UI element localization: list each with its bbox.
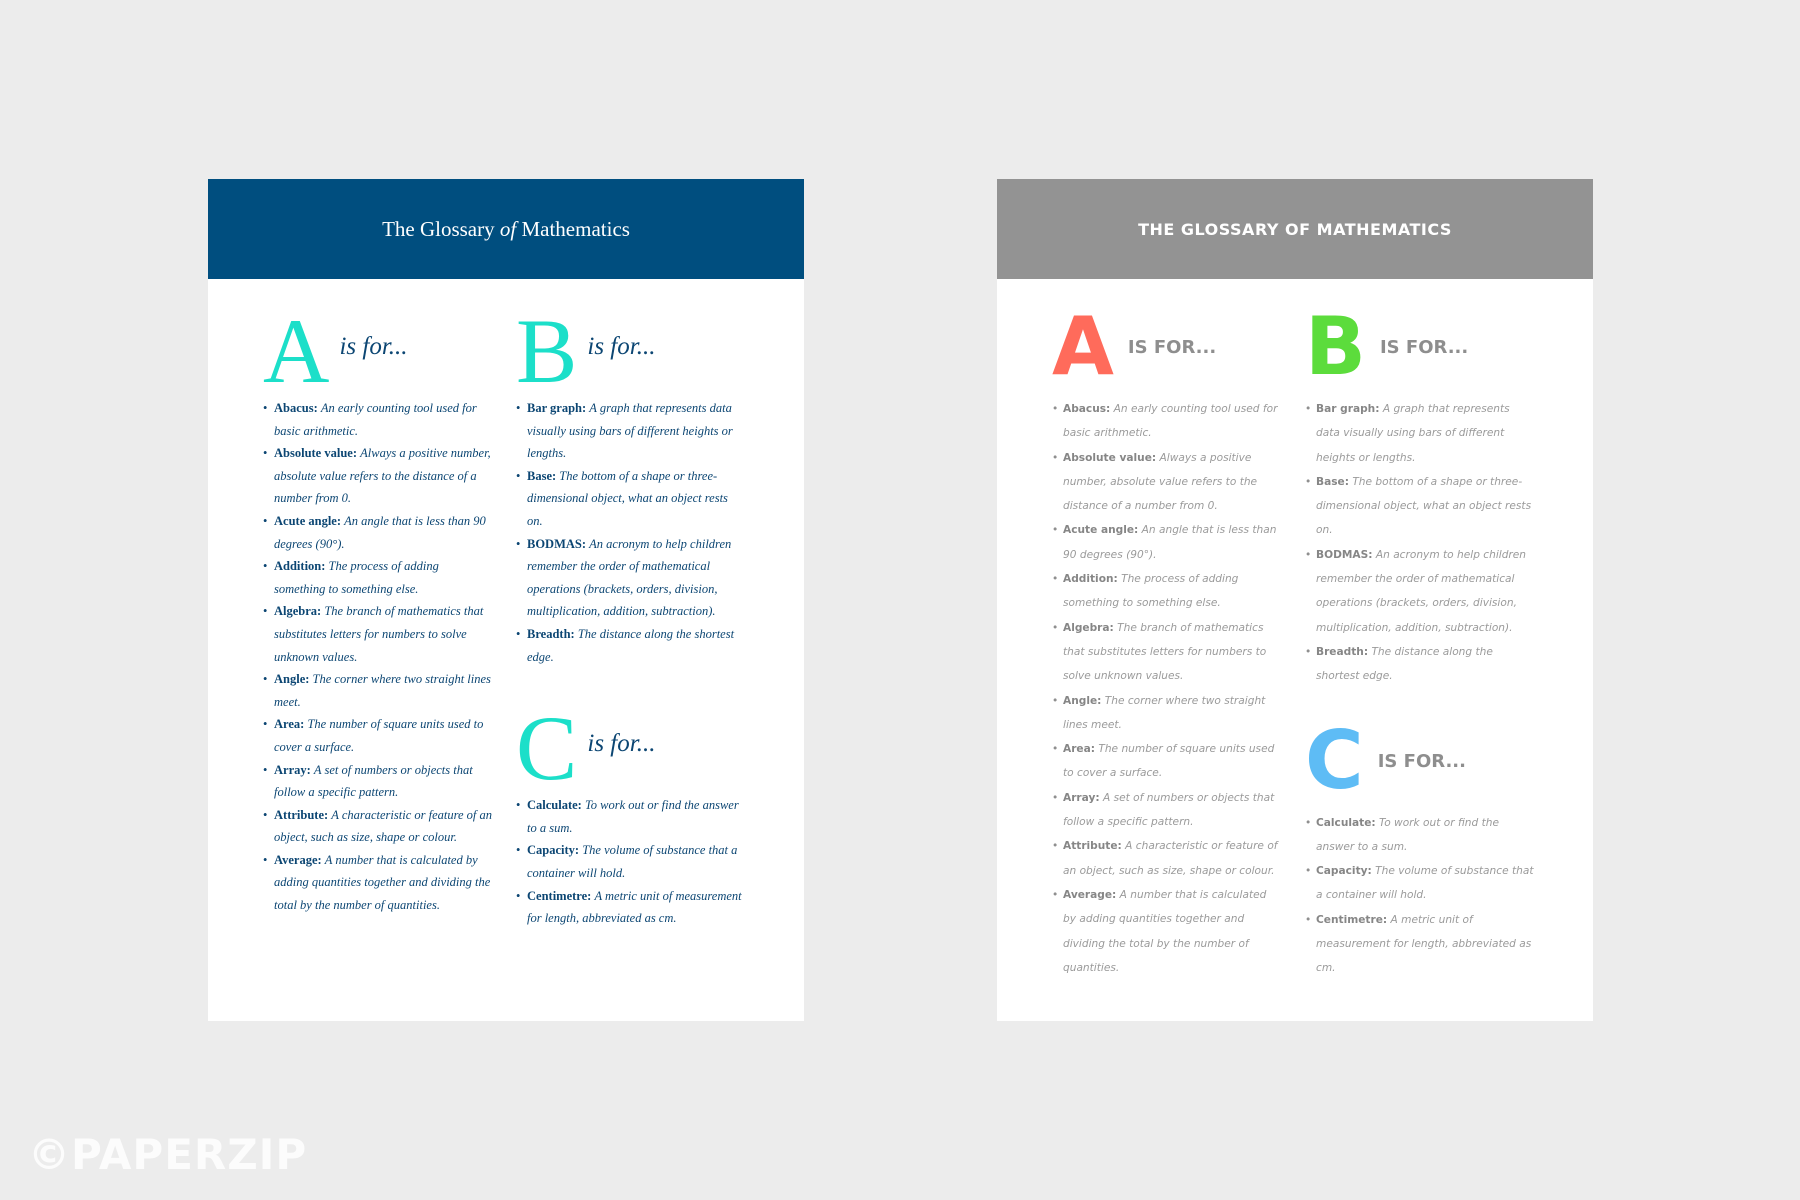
section-letter-c: C: [1305, 713, 1364, 807]
glossary-term: Abacus:: [274, 401, 318, 415]
glossary-definition: A set of numbers or objects that follow a specific pattern.: [274, 762, 473, 800]
glossary-definition: Always a positive number, absolute value refers to the distance of a number from 0.: [1063, 451, 1258, 513]
glossary-term: Addition:: [274, 559, 326, 574]
section-isfor: IS FOR...: [1379, 337, 1469, 358]
glossary-definition: An angle that is less than 90 degrees (90°).: [274, 513, 486, 551]
glossary-term: Attribute:: [1063, 840, 1122, 853]
glossary-term: Array:: [274, 762, 311, 777]
glossary-term: BODMAS:: [1316, 548, 1373, 561]
glossary-definition: The bottom of a shape or three-dimensional object, what an object rests on.: [527, 468, 728, 528]
glossary-item: [263, 600, 493, 668]
glossary-term: Algebra:: [274, 604, 322, 619]
glossary-item: [516, 465, 746, 533]
glossary-item: [1305, 470, 1535, 543]
section-letter-a: A: [1052, 300, 1114, 393]
glossary-definition: An acronym to help children remember the order of mathematical operations (brackets, orders, division, multiplication, addition, subtraction).: [1316, 548, 1527, 634]
glossary-term: Base:: [1316, 475, 1349, 488]
glossary-definition: The bottom of a shape or three-dimensional object, what an object rests on.: [1316, 475, 1532, 537]
glossary-term: Breadth:: [527, 626, 575, 641]
glossary-definition: A set of numbers or objects that follow a specific pattern.: [1063, 791, 1275, 829]
glossary-term: Addition:: [1063, 573, 1118, 586]
term-list-c: [516, 794, 746, 930]
glossary-item: [516, 533, 746, 623]
glossary-item: [263, 759, 493, 804]
glossary-item: [263, 713, 493, 758]
glossary-definition: A number that is calculated by adding quantities together and dividing the total by the number of quantities.: [274, 852, 491, 913]
glossary-term: Average:: [1063, 888, 1117, 901]
section-isfor: is for...: [587, 333, 656, 360]
glossary-item: [1305, 908, 1535, 981]
section-isfor: IS FOR...: [1377, 750, 1466, 772]
section-a: [1052, 299, 1282, 980]
section-b-c: [516, 299, 746, 930]
glossary-definition: A metric unit of measurement for length, abbreviated as cm.: [527, 888, 742, 926]
section-letter-c: C: [516, 697, 578, 800]
glossary-definition: A graph that represents data visually using bars of different heights or lengths.: [1316, 403, 1510, 464]
glossary-definition: A characteristic or feature of an object, such as size, shape or colour.: [274, 807, 493, 845]
glossary-item: [1052, 834, 1282, 883]
glossary-item: [1052, 883, 1282, 980]
term-list-b: [1305, 397, 1535, 689]
glossary-item: [516, 397, 746, 465]
glossary-term: Capacity:: [527, 843, 580, 858]
glossary-definition: The distance along the shortest edge.: [527, 626, 735, 664]
glossary-term: Angle:: [1063, 694, 1102, 707]
glossary-term: BODMAS:: [527, 536, 587, 551]
glossary-item: [1052, 567, 1282, 616]
glossary-definition: The process of adding something to something else.: [274, 559, 439, 596]
glossary-term: Base:: [527, 468, 557, 483]
glossary-item: [1305, 859, 1535, 908]
glossary-item: [263, 442, 493, 510]
paperzip-watermark: ©PAPERZIP: [28, 1130, 308, 1179]
term-list-a: [1052, 397, 1282, 980]
glossary-item: [1052, 616, 1282, 689]
glossary-definition: Always a positive number, absolute value refers to the distance of a number from 0.: [274, 446, 491, 506]
glossary-item: [1052, 689, 1282, 738]
glossary-definition: The volume of substance that a container will hold.: [527, 843, 738, 880]
section-c: [516, 696, 746, 930]
section-letter-b: B: [516, 300, 578, 402]
glossary-card-serif: [208, 179, 804, 1021]
glossary-definition: An early counting tool used for basic arithmetic.: [1063, 403, 1278, 440]
glossary-term: Calculate:: [527, 798, 582, 813]
glossary-definition: A metric unit of measurement for length, abbreviated as cm.: [1316, 913, 1532, 975]
glossary-definition: An acronym to help children remember the order of mathematical operations (brackets, orders, division, multiplication, addition, subtraction).: [527, 536, 732, 619]
glossary-definition: An early counting tool used for basic arithmetic.: [274, 401, 477, 438]
glossary-term: Centimetre:: [527, 888, 592, 903]
glossary-item: [1305, 811, 1535, 860]
glossary-definition: The distance along the shortest edge.: [1316, 645, 1493, 683]
card-banner: [208, 179, 804, 279]
glossary-term: Abacus:: [1063, 403, 1111, 415]
glossary-term: Calculate:: [1316, 816, 1376, 829]
glossary-definition: A graph that represents data visually using bars of different heights or lengths.: [527, 401, 733, 461]
section-c: [1305, 713, 1535, 981]
section-letter-b: B: [1305, 300, 1366, 393]
glossary-item: [1305, 543, 1535, 640]
glossary-definition: The corner where two straight lines meet.: [1063, 694, 1266, 731]
glossary-item: [1052, 518, 1282, 567]
section-a: [263, 299, 493, 917]
section-letter-a: A: [263, 300, 330, 402]
glossary-term: Acute angle:: [1063, 524, 1139, 537]
glossary-definition: To work out or find the answer to a sum.: [527, 798, 739, 835]
section-isfor: is for...: [587, 730, 656, 758]
glossary-item: [516, 885, 746, 930]
glossary-item: [263, 849, 493, 917]
glossary-item: [1052, 446, 1282, 519]
glossary-item: [263, 668, 493, 713]
glossary-item: [1052, 737, 1282, 786]
glossary-item: [516, 839, 746, 884]
term-list-b: [516, 397, 746, 668]
glossary-term: Acute angle:: [274, 513, 341, 528]
glossary-definition: An angle that is less than 90 degrees (90°).: [1063, 524, 1277, 561]
glossary-term: Centimetre:: [1316, 913, 1388, 926]
term-list-a: [263, 397, 493, 917]
glossary-term: Angle:: [274, 672, 310, 687]
card-title: The Glossary of Mathematics: [382, 216, 630, 241]
card-banner: [997, 179, 1593, 279]
glossary-term: Algebra:: [1063, 621, 1114, 634]
glossary-term: Area:: [1063, 743, 1095, 756]
glossary-item: [516, 794, 746, 839]
glossary-term: Absolute value:: [1063, 451, 1157, 464]
glossary-term: Bar graph:: [527, 401, 587, 415]
glossary-definition: The process of adding something to something else.: [1063, 573, 1239, 610]
glossary-item: [516, 623, 746, 668]
glossary-item: [1052, 397, 1282, 446]
glossary-item: [263, 804, 493, 849]
card-title: THE GLOSSARY OF MATHEMATICS: [1138, 219, 1452, 239]
glossary-item: [1305, 640, 1535, 689]
section-isfor: IS FOR...: [1127, 337, 1217, 358]
glossary-card-sans: [997, 179, 1593, 1021]
glossary-term: Attribute:: [274, 807, 329, 822]
glossary-term: Area:: [274, 717, 305, 732]
glossary-term: Capacity:: [1316, 865, 1372, 878]
glossary-item: [1052, 786, 1282, 835]
term-list-c: [1305, 811, 1535, 981]
glossary-term: Bar graph:: [1316, 403, 1380, 415]
glossary-definition: The corner where two straight lines meet.: [274, 672, 491, 709]
glossary-item: [263, 555, 493, 600]
glossary-term: Average:: [274, 852, 322, 867]
glossary-definition: A number that is calculated by adding quantities together and dividing the total by the number of quantities.: [1063, 888, 1267, 974]
glossary-definition: To work out or find the answer to a sum.: [1316, 816, 1500, 853]
glossary-definition: The volume of substance that a container will hold.: [1316, 865, 1534, 902]
glossary-definition: The branch of mathematics that substitutes letters for numbers to solve unknown values.: [274, 604, 484, 664]
glossary-item: [1305, 397, 1535, 470]
section-b-c: [1305, 299, 1535, 981]
glossary-term: Absolute value:: [274, 446, 357, 461]
glossary-definition: The number of square units used to cover a surface.: [1063, 743, 1275, 780]
glossary-term: Array:: [1063, 791, 1100, 804]
glossary-item: [263, 397, 493, 442]
glossary-definition: The branch of mathematics that substitutes letters for numbers to solve unknown values.: [1063, 621, 1267, 683]
glossary-definition: The number of square units used to cover a surface.: [274, 717, 484, 754]
glossary-definition: A characteristic or feature of an object, such as size, shape or colour.: [1063, 840, 1278, 877]
section-isfor: is for...: [339, 333, 408, 360]
glossary-item: [263, 510, 493, 555]
glossary-term: Breadth:: [1316, 645, 1369, 658]
